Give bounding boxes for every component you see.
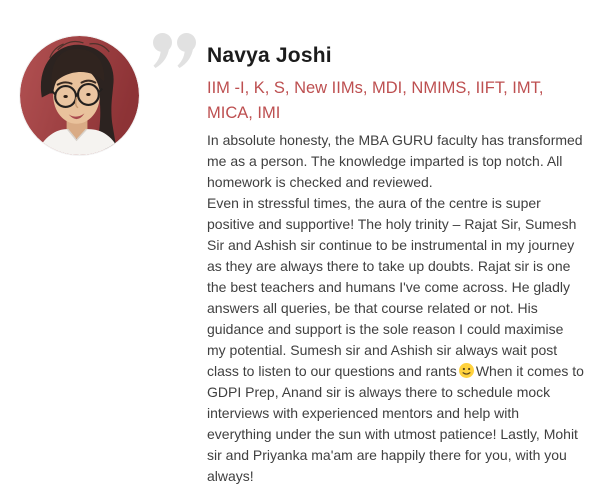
smiley-emoji (459, 363, 474, 378)
avatar (20, 36, 139, 155)
person-name: Navya Joshi (207, 44, 332, 67)
testimonial-paragraph-2 (207, 193, 585, 487)
testimonial-paragraph-1: In absolute honesty, the MBA GURU faculty has transformed me as a person. The knowledge imparted is top notch. All homework is checked and reviewed. (207, 132, 583, 190)
schools-list: IIM -I, K, S, New IIMs, MDI, NMIMS, IIFT, IMT, MICA, IMI (207, 79, 544, 122)
quote-icon (153, 33, 197, 69)
paragraph-2-text-after: When it comes to GDPI Prep, Anand sir is always there to schedule mock interviews with experienced mentors and help with everything under the sun with utmost patience! Lastly, Mohit sir and Priyanka ma'am are happily there for you, with you always! (207, 363, 584, 484)
avatar-portrait-graphic (20, 36, 139, 155)
paragraph-2-text-before: Even in stressful times, the aura of the centre is super positive and supportive! The holy trinity – Rajat Sir, Sumesh Sir and Ashish sir continue to be instrumental in my journey as they are always there to take up doubts. Rajat sir is one the best teachers and humans I've come across. He gladly answers all queries, be that course related or not. His guidance and support is the sole reason I could maximise my potential. Sumesh sir and Ashish sir always wait post class to listen to our questions and rants (207, 195, 577, 379)
testimonial-text (207, 130, 585, 487)
testimonial-content (207, 42, 585, 487)
